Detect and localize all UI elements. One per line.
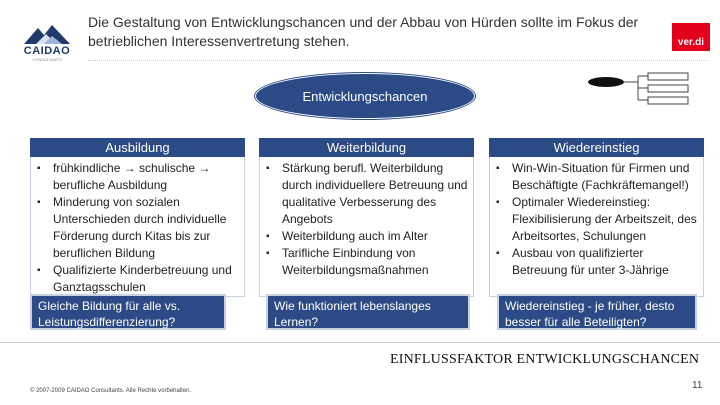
list-item: ▪ Optimaler Wiedereinstieg: Flexibilisierung der Arbeitszeit, des Arbeitsortes, Schulungen — [490, 194, 699, 245]
column-heading-wiedereinstieg: Wiedereinstieg — [489, 138, 704, 157]
column-heading-ausbildung: Ausbildung — [30, 138, 245, 157]
list-item: ▪ frühkindliche → schulische → berufliche Ausbildung — [31, 160, 240, 194]
bullet-list — [260, 157, 473, 279]
column-box-weiterbildung — [259, 157, 474, 297]
question-box-weiterbildung: Wie funktioniert lebenslanges Lernen? — [266, 294, 470, 330]
copyright-text: © 2007-2009 CAIDAO Consultants. Alle Rechte vorbehalten. — [30, 388, 192, 394]
list-item: ▪ Qualifizierte Kinderbetreuung und Ganztagsschulen — [31, 262, 240, 296]
mountain-logo-icon — [22, 22, 72, 46]
list-item: ▪ Win-Win-Situation für Firmen und Beschäftigte (Fachkräftemangel!) — [490, 160, 699, 194]
bullet-list — [490, 157, 703, 279]
list-item: ▪ Stärkung berufl. Weiterbildung durch individuellere Betreuung und qualitative Verbesserung des Angebots — [260, 160, 469, 228]
bullet-list — [31, 157, 244, 296]
entwicklungschancen-node: Entwicklungschancen — [255, 73, 475, 119]
hierarchy-diagram-icon — [586, 72, 696, 110]
section-label: EINFLUSSFAKTOR ENTWICKLUNGSCHANCEN — [390, 352, 700, 367]
list-item: ▪ Minderung von sozialen Unterschieden durch individuelle Förderung durch Kitas bis zur beruflichen Bildung — [31, 194, 240, 262]
question-box-ausbildung: Gleiche Bildung für alle vs. Leistungsdifferenzierung? — [30, 294, 226, 330]
question-box-wiedereinstieg: Wiedereinstieg - je früher, desto besser für alle Beteiligten? — [497, 294, 697, 330]
logo-subtext: CONSULTANTS — [32, 57, 62, 62]
column-heading-weiterbildung: Weiterbildung — [259, 138, 474, 157]
logo-text: CAIDAO — [23, 45, 71, 57]
list-item: ▪ Tarifliche Einbindung von Weiterbildungsmaßnahmen — [260, 245, 469, 279]
column-box-wiedereinstieg — [489, 157, 704, 297]
header-divider — [88, 60, 708, 61]
caidao-logo — [22, 22, 72, 64]
slide-title: Die Gestaltung von Entwicklungschancen und der Abbau von Hürden sollte im Fokus der betrieblichen Interessenvertretung stehen. — [88, 14, 639, 49]
list-item: ▪ Weiterbildung auch im Alter — [260, 228, 469, 245]
page-number: 11 — [692, 380, 703, 391]
list-item: ▪ Ausbau von qualifizierter Betreuung für unter 3-Jährige — [490, 245, 699, 279]
column-box-ausbildung — [30, 157, 245, 297]
footer-divider — [0, 342, 720, 343]
verdi-logo: ver.di — [672, 23, 710, 51]
